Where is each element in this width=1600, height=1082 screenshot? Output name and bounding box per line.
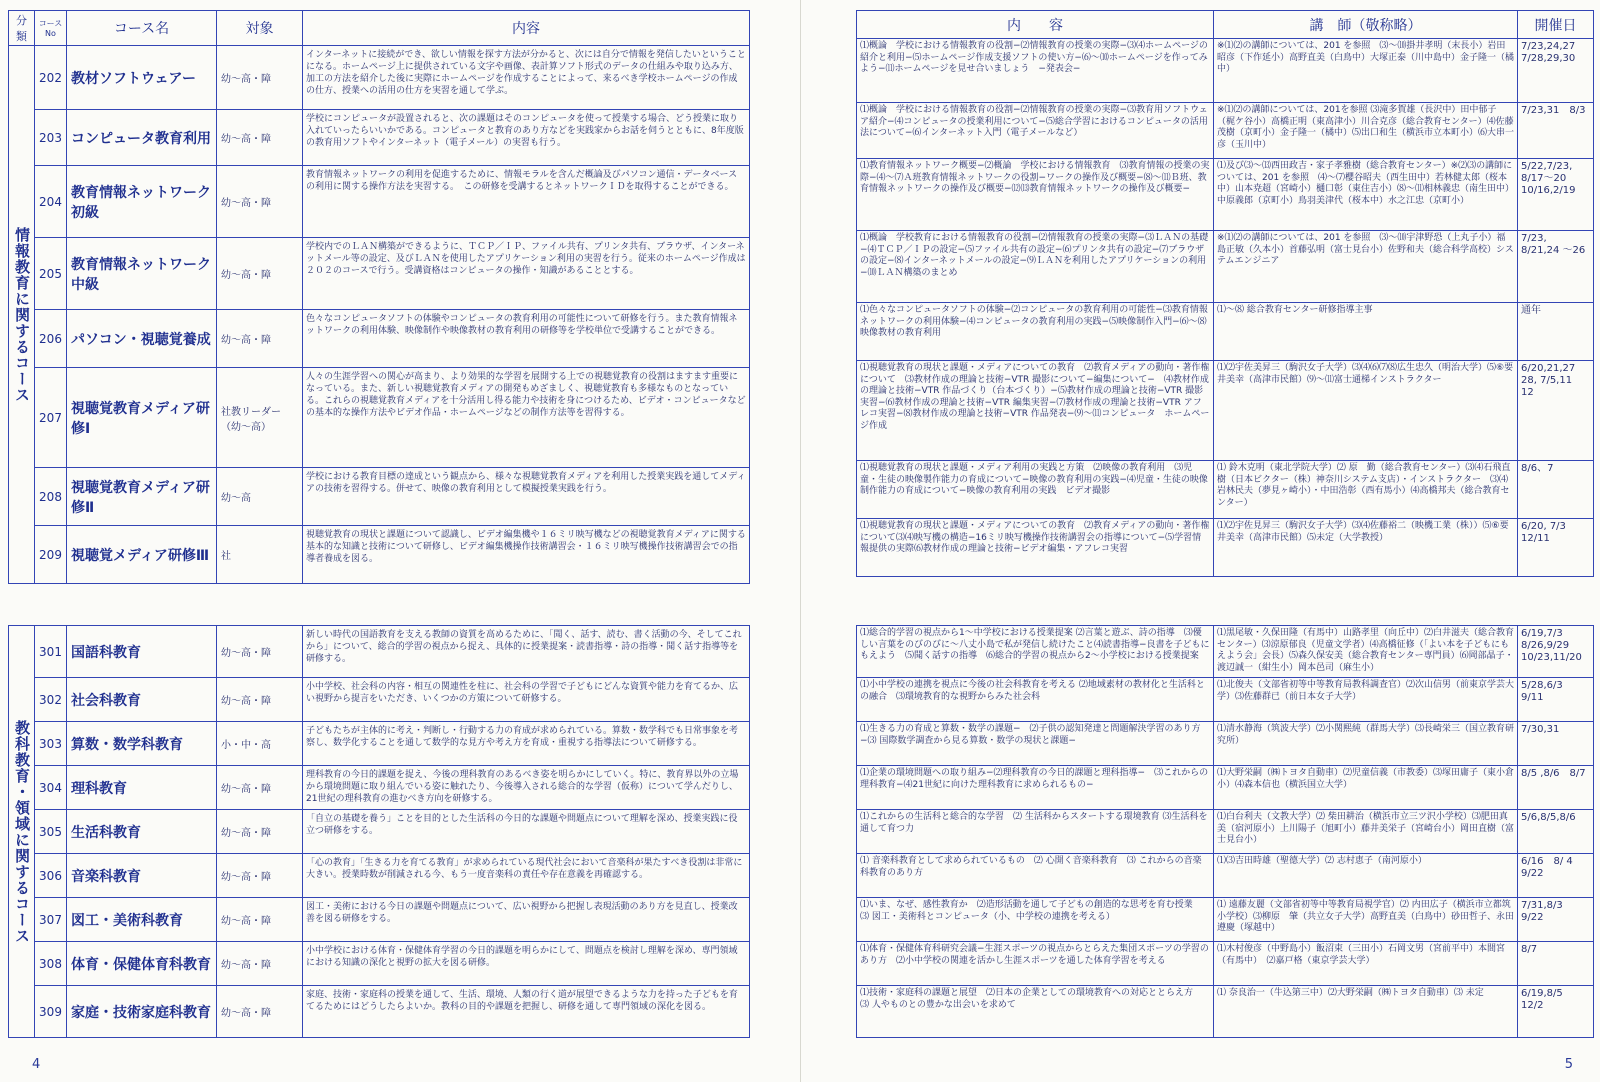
detail-row (857, 303, 1594, 361)
detail-row (857, 986, 1594, 1038)
course-target: 社教リーダー（幼〜高） (217, 368, 303, 468)
course-number: 306 (35, 854, 67, 898)
header-target: 対象 (217, 11, 303, 46)
course-instructor: ※⑴⑵の講師については、201 を参照 ⑶〜⑽掛井孝明（末長小）岩田昭彦（下作延小）高野直美（白鳥中）大塚正泰（川中島中）金子隆一（橘中） (1214, 39, 1518, 103)
course-date: 6/19,7/3 8/26,9/29 10/23,11/20 (1518, 626, 1594, 678)
course-description: 視聴覚教育の現状と課題について認識し、ビデオ編集機や１６ミリ映写機などの視聴覚教育メディアに関する基本的な知識と技術について研修し、ビデオ編集機操作技術講習会・１６ミリ映写機操作技術講習会での指導者養成を図る。 (303, 526, 750, 584)
page-number-left: 4 (32, 1057, 41, 1072)
course-content: ⑴概論 学校における情報教育の役割−⑵情報教育の授業の実際−⑶教育用ソフトウェア紹介−⑷コンピュータの授業利用について−⑸総合学習におけるコンピュータの活用法について−⑹インターネット入門（電子メールなど） (857, 103, 1214, 159)
detail-row (857, 722, 1594, 766)
course-content: ⑴生きる力の育成と算数・数学の課題− ⑵子供の認知発達と問題解決学習のあり方−⑶ 国際数学調査から見る算数・数学の現状と課題− (857, 722, 1214, 766)
course-target: 幼〜高・障 (217, 110, 303, 166)
course-content: ⑴小中学校の連携を視点に今後の社会科教育を考える ⑵地域素材の教材化と生活科との融合 ⑶環境教育的な視野からみた社会科 (857, 678, 1214, 722)
course-target: 幼〜高・障 (217, 678, 303, 722)
course-row (9, 810, 750, 854)
course-description: 「自立の基礎を養う」ことを目的とした生活科の今日的な課題や問題点について理解を深め、授業実践に役立つ研修をする。 (303, 810, 750, 854)
detail-row (857, 898, 1594, 942)
header-details-content: 内 容 (857, 11, 1214, 39)
course-description: 理科教育の今日的課題を捉え、今後の理科教育のあるべき姿を明らかにしていく。特に、教育界以外の立場から環境問題に取り組んでいる姿に触れたり、今後導入される総合的な学習（仮称）について学んだりし、21世紀の理科教育の進むべき方向を研修する。 (303, 766, 750, 810)
detail-row (857, 854, 1594, 898)
course-number: 205 (35, 238, 67, 310)
course-target: 社 (217, 526, 303, 584)
course-number: 305 (35, 810, 67, 854)
course-instructor: ⑴⑵宇佐見昇三（駒沢女子大学）⑶⑷佐藤裕二（映機工業（株））⑸⑥要井美幸（高津市民館）⑸未定（大学教授） (1214, 519, 1518, 577)
detail-row (857, 766, 1594, 810)
course-date: 8/5 ,8/6 8/7 (1518, 766, 1594, 810)
course-content: ⑴技術・家庭科の課題と展望 ⑵日本の企業としての環境教育への対応ととらえ方 ⑶ 人やものとの豊かな出会いを求めて (857, 986, 1214, 1038)
course-date: 7/23,24,27 7/28,29,30 (1518, 39, 1594, 103)
course-row (9, 310, 750, 368)
course-description: 小中学校における体育・保健体育学習の今日的課題を明らかにして、問題点を検討し理解を深め、専門領域における知識の深化と視野の拡大を図る研修。 (303, 942, 750, 986)
course-description: 新しい時代の国語教育を支える教師の資質を高めるために、「聞く、話す、読む、書く活動の今、そしてこれから」について、総合的学習の視点から捉え、具体的に授業提案・読書指導・詩の指導・聞く話す指導等を研修する。 (303, 626, 750, 678)
course-date: 通年 (1518, 303, 1594, 361)
course-number: 202 (35, 46, 67, 110)
course-target: 幼〜高・障 (217, 854, 303, 898)
detail-row (857, 810, 1594, 854)
course-name: 図工・美術科教育 (67, 898, 217, 942)
course-instructor: ※⑴⑵の講師については、201を参照 ⑶滝多賀雄（長沢中）田中郁子（梶ケ谷小）高橋正明（東高津小）川合克彦（総合教育センター）⑷佐藤茂樹（京町小）金子隆一（橘中）⑸出口和生（横浜市立本町小）⑹大串一彦（玉川中） (1214, 103, 1518, 159)
course-content: ⑴これからの生活科と総合的な学習 ⑵ 生活科からスタートする環境教育 ⑶生活科を通して育つ力 (857, 810, 1214, 854)
info-courses-table (8, 10, 750, 584)
course-content: ⑴企業の環境問題への取り組み−⑵理科教育の今日的課題と理科指導− ⑶これからの理科教育−⑷21世紀に向けた理科教育に求められるもの− (857, 766, 1214, 810)
course-date: 5/6,8/5,8/6 (1518, 810, 1594, 854)
course-number: 307 (35, 898, 67, 942)
course-date: 7/31,8/3 9/22 (1518, 898, 1594, 942)
course-description: 学校における教育目標の達成という観点から、様々な視聴覚教育メディアを利用した授業実践を通してメディアの技術を習得する。併せて、映像の教育利用として模擬授業実践を行う。 (303, 468, 750, 526)
course-content: ⑴視聴覚教育の現状と課題・メディアについての教育 ⑵教育メディアの動向・著作権について⑶⑷映写機の構造−16ミリ映写機操作技術講習会の指導について−⑸学習情報提供の実際⑹教材作成の理論と技術−ビデオ編集・アフレコ実習 (857, 519, 1214, 577)
course-number: 303 (35, 722, 67, 766)
course-target: 幼〜高・障 (217, 46, 303, 110)
detail-row (857, 159, 1594, 231)
right-page (800, 0, 1600, 1082)
course-name: 音楽科教育 (67, 854, 217, 898)
header-course-name: コース名 (67, 11, 217, 46)
course-row (9, 468, 750, 526)
header-date: 開催日 (1518, 11, 1594, 39)
course-number: 204 (35, 166, 67, 238)
course-row (9, 986, 750, 1038)
course-instructor: ⑴清水静海（筑波大学）⑵小関熙純（群馬大学）⑶長崎栄三（国立教育研究所） (1214, 722, 1518, 766)
course-row (9, 626, 750, 678)
course-name: 体育・保健体育科教育 (67, 942, 217, 986)
detail-row (857, 678, 1594, 722)
course-content: ⑴概論 学校における情報教育の役割−⑵情報教育の授業の実際−⑶⑷ホームページの紹介と利用−⑸ホームページ作成支援ソフトの使い方−⑹〜⑽ホームページを作ってみよう−⑾ホームページを見せ合いましょう −発表会− (857, 39, 1214, 103)
course-number: 301 (35, 626, 67, 678)
course-instructor: ⑴白台利夫（文教大学）⑵ 柴田耕治（横浜市立三ツ沢小学校）⑶肥田真美（宿河原小）上川陽子（旭町小）藤井美栄子（宮崎台小）岡田直樹（富士見台小） (1214, 810, 1518, 854)
header-category: 分類 (9, 11, 35, 46)
course-description: インターネットに接続ができ、欲しい情報を探す方法が分かると、次には自分で情報を発信したいということになる。ホームページ上に提供されている文字や画像、表計算ソフト形式のデータの仕組みや取り込み方、加工の方法を紹介した後に実際にホームページを作成することによって、来るべき学校ホームページの作成の仕方、授業への活用の仕方を実習を通して学ぶ。 (303, 46, 750, 110)
detail-row (857, 231, 1594, 303)
course-row (9, 898, 750, 942)
course-description: 学校内でのＬＡＮ構築ができるように、ＴＣＰ／ＩＰ、ファイル共有、プリンタ共有、ブラウザ、インターネットメール等の設定、及びＬＡＮを使用したアプリケーション利用の実習を行う。従来のホームページ作成は２０２のコースで行う。受講資格はコンピュータの操作・知識があることとする。 (303, 238, 750, 310)
course-name: 家庭・技術家庭科教育 (67, 986, 217, 1038)
course-instructor: ⑴〜⑻ 総合教育センター研修指導主事 (1214, 303, 1518, 361)
course-instructor: ⑴⑶吉田時雄（聖德大学）⑵ 志村恵子（南河原小） (1214, 854, 1518, 898)
header-instructor: 講 師（敬称略） (1214, 11, 1518, 39)
course-name: 算数・数学科教育 (67, 722, 217, 766)
course-row (9, 942, 750, 986)
course-description: 「心の教育」「生きる力を育てる教育」が求められている現代社会において音楽科が果たすべき役割は非常に大きい。授業時数が削減される今、もう一度音楽科の責任や存在意義を再確認する。 (303, 854, 750, 898)
course-name: コンピュータ教育利用 (67, 110, 217, 166)
course-row (9, 678, 750, 722)
course-instructor: ⑴大野栄嗣（㈱トヨタ自動車）⑵児童信義（市教委）⑶塚田庸子（東小倉小）⑷森本信也（横浜国立大学） (1214, 766, 1518, 810)
course-date: 7/23, 8/21,24 〜26 (1518, 231, 1594, 303)
course-row (9, 854, 750, 898)
course-target: 幼〜高・障 (217, 942, 303, 986)
course-name: 理科教育 (67, 766, 217, 810)
detail-row (857, 461, 1594, 519)
course-target: 幼〜高・障 (217, 898, 303, 942)
detail-row (857, 103, 1594, 159)
course-content: ⑴ 音楽科教育として求められているもの ⑵ 心開く音楽科教育 ⑶ これからの音楽科教育のあり方 (857, 854, 1214, 898)
course-row (9, 526, 750, 584)
course-name: 生活科教育 (67, 810, 217, 854)
course-description: 子どもたちが主体的に考え・判断し・行動する力の育成が求められている。算数・数学科でも日常事象を考察し、数学化することを通して数学的な見方や考え方を育成・重視する指導法について研修する。 (303, 722, 750, 766)
course-instructor: ⑴及び⑶〜⒀西田政吉・家子孝雅樹（総合教育センター）※⑵⑶の講師については、201 を参照 ⑷〜⑺櫻谷昭夫（西生田中）若林健太郎（桜本中）山本尭超（宮崎小）樋口彰（東住吉小）⑻〜⑾相林義忠（南生田中）中原義郎（京町小）鳥羽美津代（桜本中）水之江忠（京町小） (1214, 159, 1518, 231)
subject-courses-table (8, 625, 750, 1038)
detail-row (857, 519, 1594, 577)
course-number: 309 (35, 986, 67, 1038)
course-name: 国語科教育 (67, 626, 217, 678)
course-description: 教育情報ネットワークの利用を促進するために、情報モラルを含んだ概論及びパソコン通信・データベースの利用に関する操作方法を実習する。 この研修を受講するとネットワークＩＤを取得することができる。 (303, 166, 750, 238)
course-row (9, 46, 750, 110)
course-row (9, 110, 750, 166)
course-content: ⑴いま、なぜ、感性教育か ⑵造形活動を通して子どもの創造的な思考を育む授業 ⑶ 図工・美術科とコンピュータ（小、中学校の連携を考える） (857, 898, 1214, 942)
course-target: 幼〜高・障 (217, 986, 303, 1038)
course-instructor: ⑴ 鈴木克明（東北学院大学）⑵ 原 勤（総合教育センター）⑶⑷石飛直樹（日本ビクター（株）神奈川システム支店）・インストラクター ⑶⑷岩林民夫（夢見ヶ崎小）・中田浩彰（西有馬小）⑷高橋邦夫（総合教育センター） (1214, 461, 1518, 519)
subject-details-table (856, 625, 1594, 1038)
header-course-no: コースNo (35, 11, 67, 46)
detail-row (857, 942, 1594, 986)
course-target: 小・中・高 (217, 722, 303, 766)
category-label (9, 626, 35, 1038)
course-instructor: ⑴北俊夫（文部省初等中等教育局教科調査官）⑵次山信男（前東京学芸大学）⑶佐藤群已（前日本女子大学） (1214, 678, 1518, 722)
course-description: 人々の生涯学習への関心が高まり、より効果的な学習を展開する上での視聴覚教育の役割はますます重要になっている。また、新しい視聴覚教育メディアの開発もめざましく、視聴覚教育も多様なものとなっている。これらの視聴覚教育メディアを十分活用し得る能力や技術を身につけるため、ビデオ・コンピュータなどの基本的な操作方法やビデオ作品・ホームページなどの制作方法等を習得する。 (303, 368, 750, 468)
course-name: 視聴覚教育メディア研修Ⅱ (67, 468, 217, 526)
course-instructor: ※⑴⑵の講師については、201 を参照 ⑶〜⑽宇津野恐（上丸子小）福島正敏（久本小）首藤弘明（富士見台小）佐野和夫（総合科学高校）システムエンジニア (1214, 231, 1518, 303)
course-number: 203 (35, 110, 67, 166)
course-number: 302 (35, 678, 67, 722)
course-name: パソコン・視聴覚養成 (67, 310, 217, 368)
category-label (9, 46, 35, 584)
course-instructor: ⑴ 奈良治一（牛込第三中）⑵大野栄嗣（㈱トヨタ自動車）⑶ 未定 (1214, 986, 1518, 1038)
course-target: 幼〜高・障 (217, 766, 303, 810)
course-date: 6/16 8/ 4 9/22 (1518, 854, 1594, 898)
course-content: ⑴色々なコンピュータソフトの体験−⑵コンピュータの教育利用の可能性−⑶教育情報ネットワークの利用体験−⑷コンピュータの教育利用の実践−⑸映像制作入門−⑹〜⑻映像教材の教育利用 (857, 303, 1214, 361)
course-number: 208 (35, 468, 67, 526)
course-date: 5/22,7/23, 8/17〜20 10/16,2/19 (1518, 159, 1594, 231)
course-content: ⑴教育情報ネットワーク概要−⑵概論 学校における情報教育 ⑶教育情報の授業の実際−⑷〜⑺Ａ班教育情報ネットワークの役割−ワークの操作及び概要−⑻〜⑾Ｂ班、教育情報ネットワークの操作及び概要−⑿⒀教育情報ネットワークの操作及び概要− (857, 159, 1214, 231)
course-name: 視聴覚教育メディア研修Ⅰ (67, 368, 217, 468)
course-name: 教育情報ネットワーク中級 (67, 238, 217, 310)
course-name: 社会科教育 (67, 678, 217, 722)
course-content: ⑴体育・保健体育科研究会議−生涯スポーツの視点からとらえた集団スポーツの学習のあり方 ⑵小中学校の関連を活かし生涯スポーツを通した体育学習を考える (857, 942, 1214, 986)
course-name: 教育情報ネットワーク初級 (67, 166, 217, 238)
course-date: 5/28,6/3 9/11 (1518, 678, 1594, 722)
course-date: 6/20, 7/3 12/11 (1518, 519, 1594, 577)
course-date: 8/6、7 (1518, 461, 1594, 519)
course-target: 幼〜高・障 (217, 310, 303, 368)
course-description: 学校にコンピュータが設置されると、次の課題はそのコンピュータを使って授業する場合、どう授業に取り入れていったらいいかである。コンピュータと教育のあり方などを実践家からお話を伺うとともに、8年度版の教育用ソフトやインターネット（電子メール）の実習も行う。 (303, 110, 750, 166)
info-details-table (856, 10, 1594, 577)
course-content: ⑴総合的学習の視点から1〜中学校における授業提案 ⑵言葉と遊ぶ、詩の指導 ⑶優しい言葉をのびのびに〜八丈小島で私が発信し続けたこと⑷読書指導−良書を子どもにもえよう ⑸聞く話すの指導 ⑹総合的学習の視点から2〜小学校における授業提案 (857, 626, 1214, 678)
course-description: 色々なコンピュータソフトの体験やコンピュータの教育利用の可能性について研修を行う。また教育情報ネットワークの利用体験、映像制作や映像教材の教育利用の研修等を学校単位で受講することができる。 (303, 310, 750, 368)
course-instructor: ⑴木村俊彦（中野島小）飯沼束（三田小）石岡文男（宮前平中）本間宮（有馬中） ⑵嘉戸格（東京学芸大学） (1214, 942, 1518, 986)
course-instructor: ⑴黒尾敏・久保田隆（有馬中）山路孝里（向丘中）⑵白井滋夫（総合教育センター）⑶涼原郁良（児童文学者）⑷高橋征修（「よい本を子どもにもえよう会」会長）⑸森久保安美（総合教育センター専門員）⑹岡部晶子・渡辺誠一（紺生小）岡本邑司（麻生小） (1214, 626, 1518, 678)
course-date: 6/20,21,27 28, 7/5,11 12 (1518, 361, 1594, 461)
course-date: 7/30,31 (1518, 722, 1594, 766)
course-date: 8/7 (1518, 942, 1594, 986)
course-row (9, 238, 750, 310)
course-target: 幼〜高 (217, 468, 303, 526)
course-row (9, 722, 750, 766)
course-number: 209 (35, 526, 67, 584)
course-date: 7/23,31 8/3 (1518, 103, 1594, 159)
course-description: 小中学校、社会科の内容・相互の関連性を柱に、社会科の学習で子どもにどんな資質や能力を育てるか、広い視野から提言をいただき、いくつかの方策について研修する。 (303, 678, 750, 722)
course-number: 308 (35, 942, 67, 986)
course-target: 幼〜高・障 (217, 238, 303, 310)
course-description: 家庭、技術・家庭科の授業を通して、生活、環境、人類の行く道が展望できるような力を持った子どもを育てるためにはどうしたらよいか。教科の目的や課題を把握し、研修を通して専門領域の深化を図る。 (303, 986, 750, 1038)
category-text: 情報教育に関するコース (13, 226, 31, 403)
course-instructor: ⑴⑵宇佐美昇三（駒沢女子大学）⑶⑷⑹⑺⑻広生忠久（明治大学）⑸⑥要井美幸（高津市民館）⑼〜⑾富士通梯インストラクター (1214, 361, 1518, 461)
course-target: 幼〜高・障 (217, 166, 303, 238)
course-description: 図工・美術における今日の課題や問題点について、広い視野から把握し表現活動のあり方を見直し、授業改善を図る研修をする。 (303, 898, 750, 942)
course-instructor: ⑴ 遠藤友麗（文部省初等中等教育局視学官）⑵ 内田広子（横浜市立都筑小学校）⑶柳原 肇（共立女子大学）高野直美（白鳥中）砂田哲子、永田遵慶（塚越中） (1214, 898, 1518, 942)
course-row (9, 368, 750, 468)
course-row (9, 166, 750, 238)
course-name: 視聴覚メディア研修Ⅲ (67, 526, 217, 584)
course-date: 6/19,8/5 12/2 (1518, 986, 1594, 1038)
course-target: 幼〜高・障 (217, 810, 303, 854)
course-content: ⑴視聴覚教育の現状と課題・メディア利用の実践と方策 ⑵映像の教育利用 ⑶児童・生徒の映像製作能力の育成について−映像の教育利用の実践−⑷児童・生徒の映像制作能力の育成について−映像の教育利用の実践 ビデオ撮影 (857, 461, 1214, 519)
course-target: 幼〜高・障 (217, 626, 303, 678)
detail-row (857, 39, 1594, 103)
detail-row (857, 361, 1594, 461)
course-number: 206 (35, 310, 67, 368)
course-name: 教材ソフトウェアー (67, 46, 217, 110)
course-content: ⑴視聴覚教育の現状と課題・メディアについての教育 ⑵教育メディアの動向・著作権について ⑶教材作成の理論と技術−VTR 撮影について−編集について− ⑷教材作成の理論と技術−VTR 作品づくり（台本づくり）−⑸教材作成の理論と技術−VTR 撮影実習−⑹教材作成の理論と技術−VTR 編集実習−⑺教材作成の理論と技術−VTR アフレコ実習−⑻教材作成の理論と技術−VTR 作品発表−⑼〜⑾コンピュータ ホームページ作成 (857, 361, 1214, 461)
course-row (9, 766, 750, 810)
course-number: 304 (35, 766, 67, 810)
detail-row (857, 626, 1594, 678)
course-number: 207 (35, 368, 67, 468)
category-text: 教科教育・領域に関するコース (13, 719, 31, 944)
page-number-right: 5 (1564, 1057, 1573, 1072)
header-content: 内容 (303, 11, 750, 46)
course-content: ⑴概論 学校教育における情報教育の役割−⑵情報教育の授業の実際−⑶ＬＡＮの基礎−⑷ＴＣＰ／ＩＰの設定−⑸ファイル共有の設定−⑹プリンタ共有の設定−⑺ブラウザの設定−⑻インターネットメールの設定−⑼ＬＡＮを利用したアプリケーションの利用−⑽ＬＡＮ構築のまとめ (857, 231, 1214, 303)
